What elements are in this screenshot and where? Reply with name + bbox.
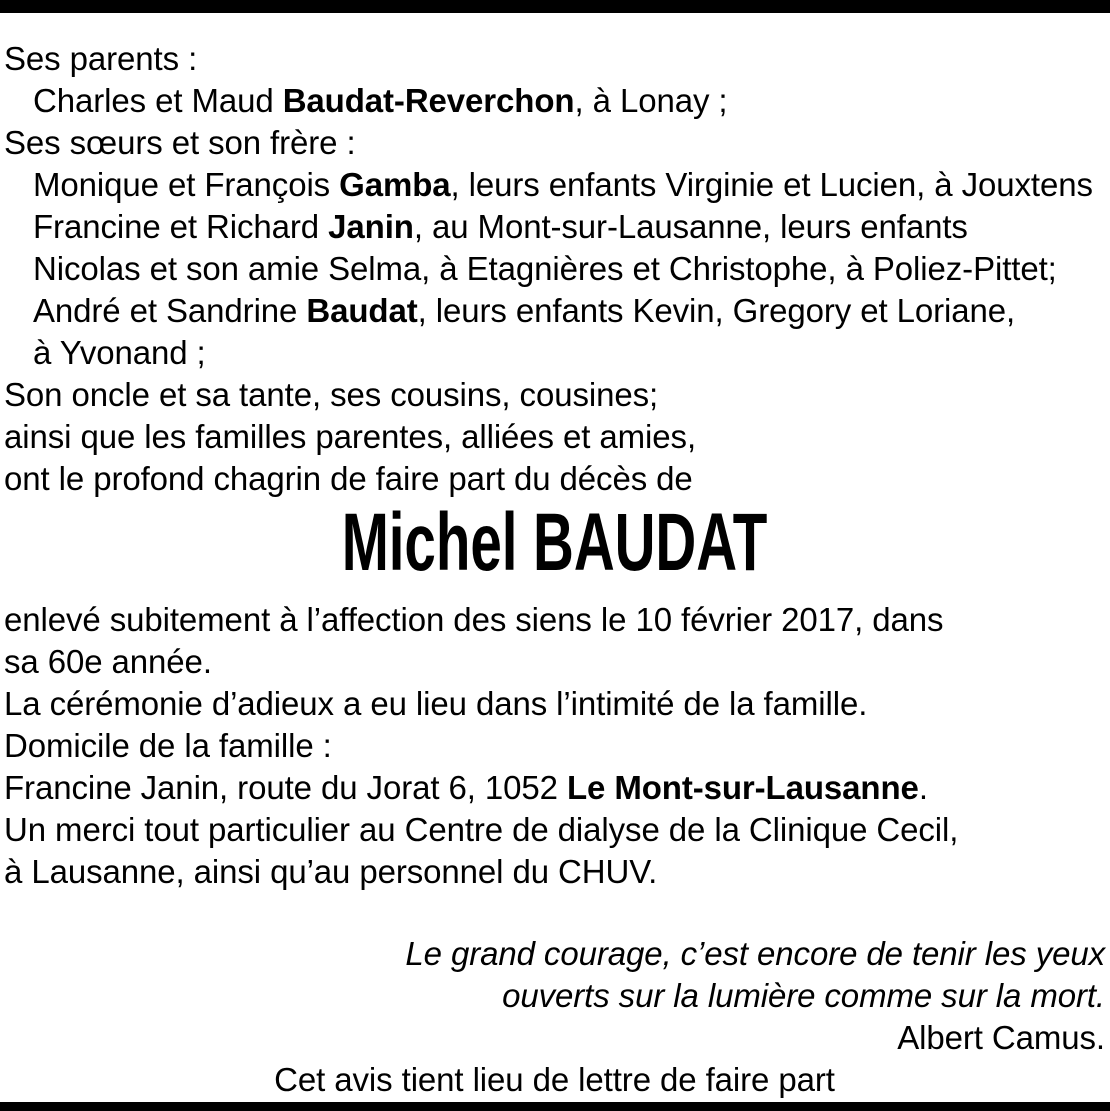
text-segment: , au Mont-sur-Lausanne, leurs enfants (413, 208, 968, 245)
family-line (4, 374, 1105, 416)
family-block (4, 38, 1105, 500)
text-segment: ont le profond chagrin de faire part du décès de (4, 460, 693, 497)
text-segment: sa 60e année. (4, 643, 212, 680)
text-segment: Francine Janin, route du Jorat 6, 1052 (4, 769, 567, 806)
details-line (4, 599, 1105, 641)
name-bold-text: Baudat (306, 292, 418, 329)
family-line (4, 206, 1105, 248)
text-segment: Ses parents : (4, 40, 198, 77)
text-segment: André et Sandrine (33, 292, 307, 329)
text-segment: à Yvonand ; (33, 334, 206, 371)
family-line (4, 290, 1105, 332)
name-bold-text: Le Mont-sur-Lausanne (566, 769, 919, 806)
text-segment: , leurs enfants Virginie et Lucien, à Jouxtens (450, 166, 1093, 203)
text-segment: . (918, 769, 928, 806)
text-segment: Charles et Maud (33, 82, 283, 119)
details-block (4, 599, 1105, 893)
family-line (4, 332, 1105, 374)
name-bold-text: Janin (328, 208, 414, 245)
notice-content (4, 38, 1105, 1101)
quote-line: Le grand courage, c’est encore de tenir les yeux (405, 935, 1105, 972)
details-line (4, 683, 1105, 725)
details-line (4, 641, 1105, 683)
text-segment: ainsi que les familles parentes, alliées et amies, (4, 418, 697, 455)
text-segment: Francine et Richard (33, 208, 329, 245)
details-line (4, 851, 1105, 893)
details-line (4, 767, 1105, 809)
quote-line: ouverts sur la lumière comme sur la mort. (502, 977, 1105, 1014)
top-rule (0, 0, 1110, 13)
text-segment: enlevé subitement à l’affection des siens le 10 février 2017, dans (4, 601, 944, 638)
details-line (4, 809, 1105, 851)
family-line (4, 416, 1105, 458)
family-line (4, 164, 1105, 206)
text-segment: , leurs enfants Kevin, Gregory et Loriane, (417, 292, 1016, 329)
family-line (4, 38, 1105, 80)
text-segment: , à Lonay ; (574, 82, 728, 119)
deceased-name: Michel BAUDAT (341, 497, 768, 588)
footer-statement: Cet avis tient lieu de lettre de faire part (274, 1061, 835, 1098)
quote-block (4, 933, 1105, 1059)
family-line (4, 248, 1105, 290)
details-line (4, 725, 1105, 767)
family-line (4, 80, 1105, 122)
text-segment: Nicolas et son amie Selma, à Etagnières et Christophe, à Poliez-Pittet; (33, 250, 1057, 287)
name-bold-text: Baudat-Reverchon (282, 82, 575, 119)
text-segment: à Lausanne, ainsi qu’au personnel du CHUV. (4, 853, 658, 890)
text-segment: Monique et François (33, 166, 340, 203)
text-segment: Ses sœurs et son frère : (4, 124, 356, 161)
family-line (4, 458, 1105, 500)
quote-attribution: Albert Camus. (897, 1019, 1105, 1056)
text-segment: Un merci tout particulier au Centre de dialyse de la Clinique Cecil, (4, 811, 959, 848)
text-segment: Son oncle et sa tante, ses cousins, cousines; (4, 376, 659, 413)
text-segment: Domicile de la famille : (4, 727, 332, 764)
text-segment: La cérémonie d’adieux a eu lieu dans l’intimité de la famille. (4, 685, 868, 722)
family-line (4, 122, 1105, 164)
name-bold-text: Gamba (339, 166, 451, 203)
bottom-rule (0, 1102, 1110, 1111)
